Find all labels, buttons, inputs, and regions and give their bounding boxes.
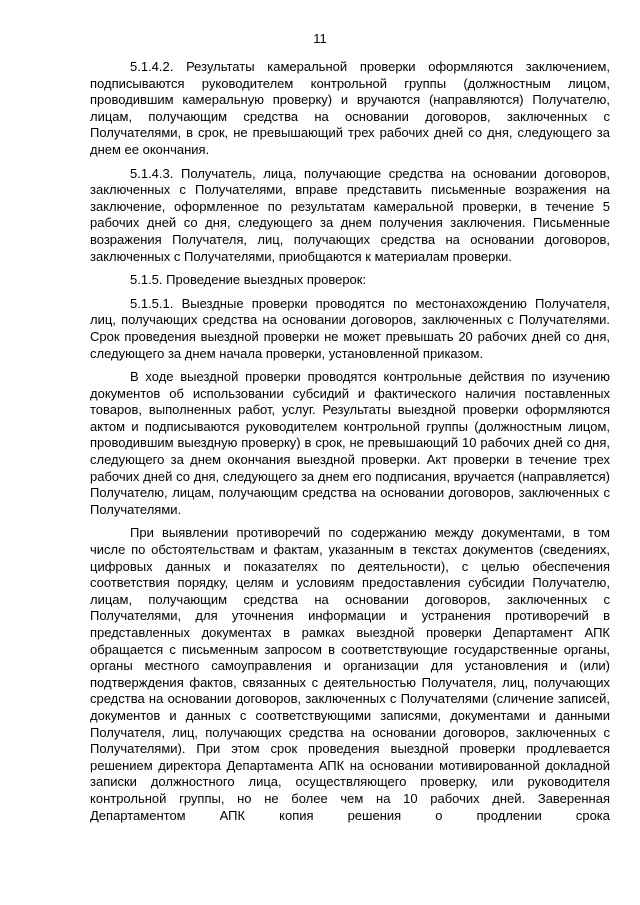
paragraph-5-1-5-heading: 5.1.5. Проведение выездных проверок: <box>130 272 367 288</box>
paragraph-field-inspection-actions: В ходе выездной проверки проводятся контрольные действия по изучению документов об использовании субсидий и фактического наличия поставленных товаров, выполненных работ, услуг. Результаты выездной проверки оформляются актом и подписываются руководителем контрольной группы (должностным лицом, проводившим выездную проверку) в срок, не превышающий 10 рабочих дней со дня, следующего за днем окончания выездной проверки. Акт проверки в течение трех рабочих дней со дня, следующего за днем его подписания, вручается (направляется) Получателю, лицам, получающим средства на основании договоров, заключенных с Получателями. <box>90 369 610 517</box>
paragraph-contradictions: При выявлении противоречий по содержанию между документами, в том числе по обстоятельствам и фактам, указанным в текстах документов (сведениях, цифровых данных и показателях по деятельности), с целью обеспечения соответствия порядку, целям и условиям предоставления субсидии Получателю, лицам, получающим средства на основании договоров, заключенных с Получателями, для уточнения информации и устранения противоречий в представленных документах в рамках выездной проверки Департамент АПК обращается с письменным запросом в соответствующие государственные органы, органы местного самоуправления и организации для установления и (или) подтверждения фактов, связанных с деятельностью Получателя, лиц, получающих средства на основании договоров, заключенных с Получателями (сличение записей, документов и данных с соответствующими записями, документами и данными Получателя, лиц, получающих средства на основании договоров, заключенных с Получателями). При этом срок проведения выездной проверки продлевается решением директора Департамента АПК на основании мотивированной докладной записки должностного лица, осуществляющего проверку, или руководителя контрольной группы, но не более чем на 10 рабочих дней. Заверенная Департаментом АПК копия решения о продлении срока <box>90 525 610 823</box>
paragraph-5-1-4-2: 5.1.4.2. Результаты камеральной проверки оформляются заключением, подписываются руководителем контрольной группы (должностным лицом, проводившим камеральную проверку) и вручаются (направляются) Получателю, лицам, получающим средства на основании договоров, заключенных с Получателями, в срок, не превышающий трех рабочих дней со дня, следующего за днем ее окончания. <box>90 59 610 157</box>
paragraph-5-1-4-3: 5.1.4.3. Получатель, лица, получающие средства на основании договоров, заключенных с Получателями, вправе представить письменные возражения на заключение, оформленное по результатам камеральной проверки, в течение 5 рабочих дней со дня, следующего за днем получения заключения. Письменные возражения Получателя, лиц, получающих средства на основании договоров, заключенных с Получателями, приобщаются к материалам проверки. <box>90 165 610 264</box>
document-body <box>90 59 610 824</box>
paragraph-5-1-5-1: 5.1.5.1. Выездные проверки проводятся по местонахождению Получателя, лиц, получающих средства на основании договоров, заключенных с Получателями. Срок проведения выездной проверки не может превышать 20 рабочих дней со дня, следующего за днем начала проверки, установленной приказом. <box>90 295 610 361</box>
page-number: 11 <box>313 31 327 46</box>
